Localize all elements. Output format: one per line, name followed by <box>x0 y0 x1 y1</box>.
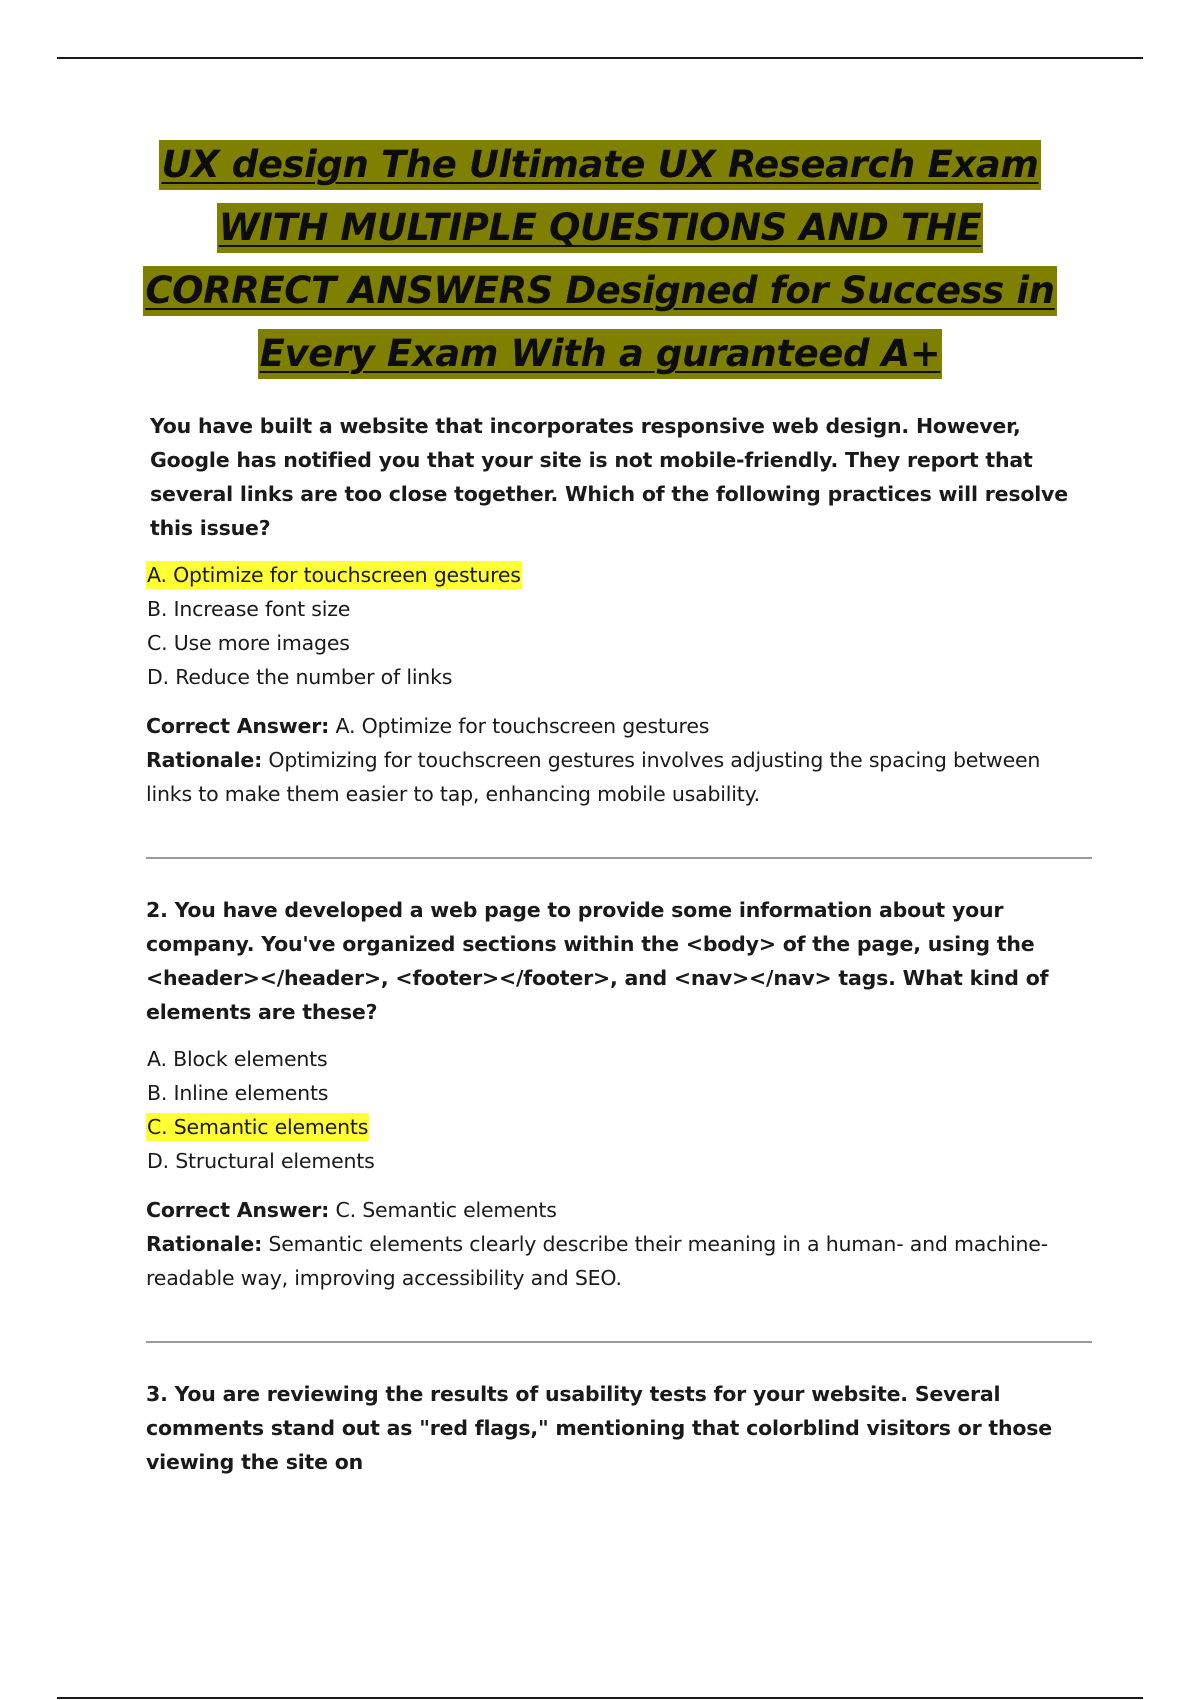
question-block-2 <box>146 893 1092 1295</box>
q1-rationale-label: Rationale: <box>146 748 263 772</box>
q2-option-d <box>146 1144 1092 1178</box>
q1-option-b-text: B. Increase font size <box>147 597 351 621</box>
q1-rationale <box>146 743 1092 811</box>
title-line-2: WITH MULTIPLE QUESTIONS AND THE <box>217 203 984 253</box>
title-line-4: Every Exam With a guranteed A+ <box>258 329 943 379</box>
q2-rationale-label: Rationale: <box>146 1232 263 1256</box>
q2-correct-answer <box>146 1193 1092 1227</box>
question-divider-1 <box>146 857 1092 859</box>
q1-rationale-text: Optimizing for touchscreen gestures involves adjusting the spacing between links to make them easier to tap, enhancing mobile usability. <box>146 748 1041 806</box>
q1-option-b <box>146 592 1092 626</box>
question-block-3 <box>146 1377 1092 1479</box>
document-title <box>120 140 1080 392</box>
q2-option-a-text: A. Block elements <box>147 1047 328 1071</box>
q2-correct-answer-value: C. Semantic elements <box>335 1198 557 1222</box>
question-1-options <box>146 558 1092 694</box>
q1-option-d <box>146 660 1092 694</box>
q2-rationale <box>146 1227 1092 1295</box>
q1-option-a <box>146 558 1092 592</box>
bottom-page-rule <box>57 1697 1143 1699</box>
question-divider-2 <box>146 1341 1092 1343</box>
question-2-answer <box>146 1193 1092 1295</box>
q1-correct-answer-label: Correct Answer: <box>146 714 330 738</box>
q2-option-c <box>146 1110 1092 1144</box>
q2-option-d-text: D. Structural elements <box>147 1149 375 1173</box>
q1-option-c-text: C. Use more images <box>147 631 350 655</box>
exam-content <box>146 409 1092 1479</box>
question-1-text: You have built a website that incorporates responsive web design. However, Google has notified you that your site is not mobile-friendly. They report that several links are too close together. Which of the following practices will resolve this issue? <box>150 414 1068 540</box>
q2-option-a <box>146 1042 1092 1076</box>
question-1-answer <box>146 709 1092 811</box>
question-3-text: 3. You are reviewing the results of usability tests for your website. Several comments stand out as "red flags," mentioning that colorblind visitors or those viewing the site on <box>146 1382 1052 1474</box>
question-2-text: 2. You have developed a web page to provide some information about your company. You've organized sections within the <body> of the page, using the <header></header>, <footer></footer>, and <nav></nav> tags. What kind of elements are these? <box>146 898 1049 1024</box>
top-page-rule <box>57 57 1143 59</box>
q2-option-c-text: C. Semantic elements <box>147 1115 369 1139</box>
q2-option-b <box>146 1076 1092 1110</box>
q1-option-a-text: A. Optimize for touchscreen gestures <box>147 563 521 587</box>
q1-correct-answer <box>146 709 1092 743</box>
q2-option-b-text: B. Inline elements <box>147 1081 329 1105</box>
question-block-1 <box>146 409 1092 811</box>
q1-option-d-text: D. Reduce the number of links <box>147 665 453 689</box>
question-2-options <box>146 1042 1092 1178</box>
q2-correct-answer-label: Correct Answer: <box>146 1198 330 1222</box>
q2-rationale-text: Semantic elements clearly describe their meaning in a human- and machine-readable way, improving accessibility and SEO. <box>146 1232 1048 1290</box>
title-line-1: UX design The Ultimate UX Research Exam <box>159 140 1040 190</box>
q1-correct-answer-value: A. Optimize for touchscreen gestures <box>335 714 710 738</box>
title-line-3: CORRECT ANSWERS Designed for Success in <box>143 266 1056 316</box>
q1-option-c <box>146 626 1092 660</box>
